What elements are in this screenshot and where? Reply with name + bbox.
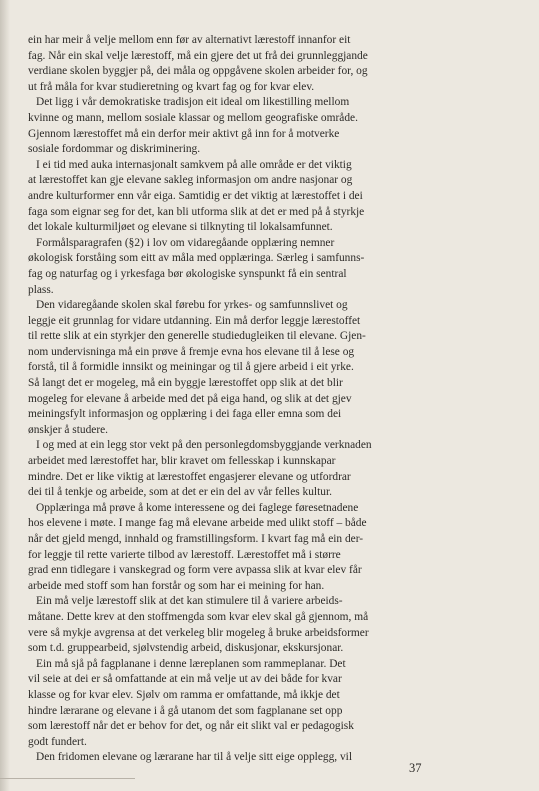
paragraph bbox=[28, 158, 518, 236]
text-line: Den fridomen elevane og lærarane har til å velje sitt eige opplegg, vil bbox=[36, 751, 352, 764]
text-line: fag. Når ein skal velje lærestoff, må ein gjere det ut frå dei grunnleggjande bbox=[28, 49, 368, 62]
text-line: når det gjeld mengd, innhald og framstillingsform. I kvart fag må ein der- bbox=[28, 533, 364, 545]
text-line: verdiane skolen byggjer på, dei måla og oppgåvene skolen arbeider for, og bbox=[28, 65, 368, 78]
text-line: forstå, til å formidle innsikt og meiningar og til å gjere arbeid i eit yrke. bbox=[28, 361, 354, 374]
text-line: arbeide med stoff som han forstår og som har ei meining for han. bbox=[28, 579, 325, 592]
text-line: økologisk forståing som eitt av måla med opplæringa. Særleg i samfunns- bbox=[28, 252, 365, 265]
text-line: Ein må velje lærestoff slik at det kan stimulere til å variere arbeids- bbox=[36, 595, 343, 608]
text-line: til rette slik at ein styrkjer den generelle studiedugleiken til elevane. Gjen- bbox=[28, 330, 366, 343]
text-line: I og med at ein legg stor vekt på den personlegdomsbyggjande verknaden bbox=[36, 439, 372, 452]
text-line: som lærestoff når det er behov for det, og når eit slikt val er pedagogisk bbox=[28, 720, 354, 733]
paragraph bbox=[28, 438, 518, 500]
paragraph bbox=[28, 33, 518, 95]
text-line: hos elevene i møte. I mange fag må elevane arbeide med ulikt stoff – både bbox=[28, 517, 367, 530]
text-line: sosiale fordommar og diskriminering. bbox=[28, 143, 201, 156]
body-text bbox=[28, 33, 518, 766]
text-line: Ein må sjå på fagplanane i denne læreplanen som rammeplanar. Det bbox=[36, 657, 346, 670]
text-line: nom undervisninga må ein prøve å fremje evna hos elevane til å lese og bbox=[28, 345, 355, 358]
text-line: ein har meir å velje mellom enn før av alternativt lærestoff innanfor eit bbox=[28, 34, 351, 46]
page-number: 37 bbox=[409, 761, 422, 775]
paragraph bbox=[28, 501, 518, 595]
paragraph bbox=[28, 95, 518, 157]
text-line: I ei tid med auka internasjonalt samkvem på alle område er det viktig bbox=[36, 158, 352, 171]
text-line: Så langt det er mogeleg, må ein byggje lærestoffet opp slik at det blir bbox=[28, 377, 343, 390]
paragraph bbox=[28, 236, 518, 298]
text-line: mogeleg for elevane å arbeide med det på eiga hand, og slik at det gjev bbox=[28, 392, 352, 405]
text-line: Opplæringa må prøve å kome interessene og dei faglege føresetnadene bbox=[36, 501, 359, 514]
text-line: vil seie at dei er så omfattande at ein må velje ut av dei både for kvar bbox=[28, 673, 342, 686]
paragraph bbox=[28, 594, 518, 656]
text-line: faga som eignar seg for det, kan bli utforma slik at det er med på å styrkje bbox=[28, 205, 365, 218]
text-line: dei til å tenkje og arbeide, som at det er ein del av vår felles kultur. bbox=[28, 486, 332, 499]
text-line: Gjennom lærestoffet må ein derfor meir aktivt gå inn for å motverke bbox=[28, 127, 340, 140]
text-line: klasse og for kvar elev. Sjølv om ramma er omfattande, må ikkje det bbox=[28, 688, 340, 701]
text-line: godt fundert. bbox=[28, 735, 87, 748]
text-line: mindre. Det er like viktig at lærestoffet engasjerer elevane og utfordrar bbox=[28, 470, 351, 483]
text-line: som t.d. gruppearbeid, sjølvstendig arbeid, diskusjonar, ekskursjonar. bbox=[28, 642, 344, 655]
paragraph bbox=[28, 750, 518, 766]
text-line: meiningsfylt informasjon og opplæring i dei faga eller emna som dei bbox=[28, 408, 342, 421]
text-line: Det ligg i vår demokratiske tradisjon eit ideal om likestilling mellom bbox=[36, 96, 350, 109]
text-line: Formålsparagrafen (§2) i lov om vidaregåande opplæring nemner bbox=[36, 236, 335, 249]
text-line: ut frå måla for kvar studieretning og kvart fag og for kvar elev. bbox=[28, 80, 315, 93]
text-line: måtane. Dette krev at den stoffmengda som kvar elev skal gå gjennom, må bbox=[28, 610, 369, 623]
text-line: at lærestoffet kan gje elevane sakleg informasjon om andre nasjonar og bbox=[28, 174, 353, 187]
paragraph bbox=[28, 657, 518, 751]
text-line: grad enn tidlegare i vanskegrad og form vere avpassa slik at kvar elev får bbox=[28, 564, 362, 577]
paragraph bbox=[28, 298, 518, 438]
text-line: plass. bbox=[28, 283, 54, 296]
text-line: Den vidaregåande skolen skal førebu for yrkes- og samfunnslivet og bbox=[36, 299, 348, 312]
text-line: kvinne og mann, mellom sosiale klassar og mellom geografiske område. bbox=[28, 111, 358, 124]
text-line: hindre lærarane og elevane i å gå utanom det som fagplanane set opp bbox=[28, 704, 343, 717]
text-line: fag og naturfag og i yrkesfaga bør økologiske synspunkt få ein sentral bbox=[28, 267, 347, 280]
page-corner-mark bbox=[0, 778, 135, 779]
text-line: vere så mykje avgrensa at det verkeleg blir mogeleg å bruke arbeidsformer bbox=[28, 626, 369, 639]
text-line: ønskjer å studere. bbox=[28, 423, 109, 436]
text-line: for leggje til rette varierte tilbod av lærestoff. Lærestoffet må i større bbox=[28, 548, 341, 561]
text-line: leggje eit grunnlag for vidare utdanning. Ein må derfor leggje lærestoffet bbox=[28, 314, 361, 327]
page-edge-shadow bbox=[0, 0, 10, 791]
text-line: andre kulturformer enn vår eiga. Samtidig er det viktig at lærestoffet i dei bbox=[28, 189, 363, 202]
text-line: arbeidet med lærestoffet har, blir kravet om fellesskap i kunnskapar bbox=[28, 455, 336, 468]
text-line: det lokale kulturmiljøet og elevane si tilknyting til lokalsamfunnet. bbox=[28, 221, 333, 234]
